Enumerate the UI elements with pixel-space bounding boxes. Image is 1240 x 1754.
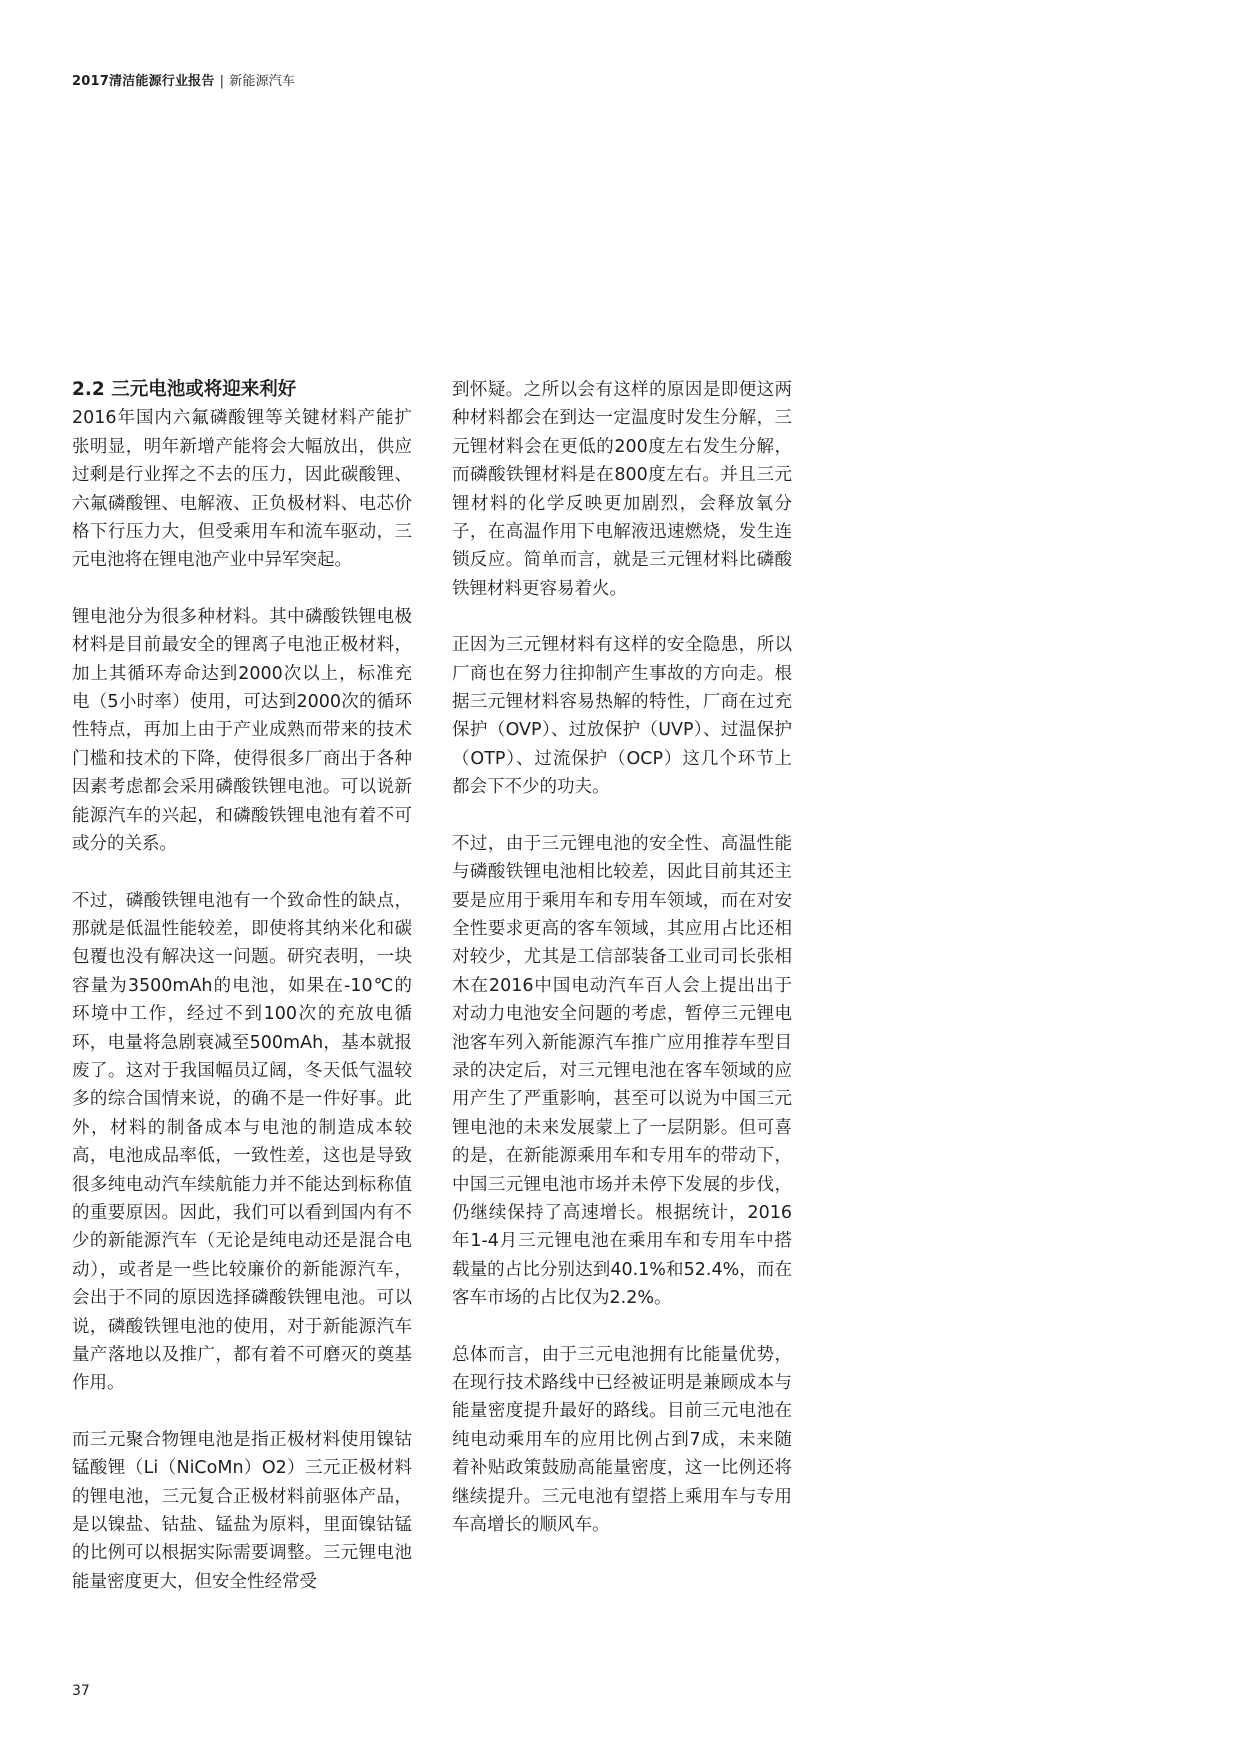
- header-separator: |: [219, 74, 225, 89]
- page-number: 37: [72, 1683, 90, 1699]
- body-paragraph: 正因为三元锂材料有这样的安全隐患，所以厂商也在努力往抑制产生事故的方向走。根据三元锂材料容易热解的特性，厂商在过充保护（OVP）、过放保护（UVP）、过温保护（OTP）、过流保护（OCP）这几个环节上都会下不少的功夫。: [452, 635, 792, 798]
- section-heading: 2.2 三元电池或将迎来利好: [72, 379, 297, 400]
- left-column: [72, 376, 412, 1596]
- body-paragraph: 不过，由于三元锂电池的安全性、高温性能与磷酸铁锂电池相比较差，因此目前其还主要是应用于乘用车和专用车领域，而在对安全性要求更高的客车领域，其应用占比还相对较少，尤其是工信部装备工业司司长张相木在2016中国电动汽车百人会上提出出于对动力电池安全问题的考虑，暂停三元锂电池客车列入新能源汽车推广应用推荐车型目录的决定后，对三元锂电池在客车领域的应用产生了严重影响，甚至可以说为中国三元锂电池的未来发展蒙上了一层阴影。但可喜的是，在新能源乘用车和专用车的带动下，中国三元锂电池市场并未停下发展的步伐，仍继续保持了高速增长。根据统计，2016年1-4月三元锂电池在乘用车和专用车中搭载量的占比分别达到40.1%和52.4%，而在客车市场的占比仅为2.2%。: [452, 833, 792, 1309]
- body-paragraph: 不过，磷酸铁锂电池有一个致命性的缺点，那就是低温性能较差，即使将其纳米化和碳包覆也没有解决这一问题。研究表明，一块容量为3500mAh的电池，如果在-10℃的环境中工作，经过不到100次的充放电循环，电量将急剧衰减至500mAh，基本就报废了。这对于我国幅员辽阔，冬天低气温较多的综合国情来说，的确不是一件好事。此外，材料的制备成本与电池的制造成本较高，电池成品率低，一致性差，这也是导致很多纯电动汽车续航能力并不能达到标称值的重要原因。因此，我们可以看到国内有不少的新能源汽车（无论是纯电动还是混合电动），或者是一些比较廉价的新能源汽车，会出于不同的原因选择磷酸铁锂电池。可以说，磷酸铁锂电池的使用，对于新能源汽车量产落地以及推广，都有着不可磨灭的奠基作用。: [72, 890, 412, 1394]
- header-section: 新能源汽车: [229, 74, 296, 89]
- running-header: [72, 70, 295, 89]
- body-paragraph: 2016年国内六氟磷酸锂等关键材料产能扩张明显，明年新增产能将会大幅放出，供应过剩是行业挥之不去的压力，因此碳酸锂、六氟磷酸锂、电解液、正负极材料、电芯价格下行压力大，但受乘用车和流车驱动，三元电池将在锂电池产业中异军突起。: [72, 408, 412, 571]
- body-paragraph: 锂电池分为很多种材料。其中磷酸铁锂电极材料是目前最安全的锂离子电池正极材料，加上其循环寿命达到2000次以上，标准充电（5小时率）使用，可达到2000次的循环性特点，再加上由于产业成熟而带来的技术门槛和技术的下降，使得很多厂商出于各种因素考虑都会采用磷酸铁锂电池。可以说新能源汽车的兴起，和磷酸铁锂电池有着不可或分的关系。: [72, 606, 412, 855]
- body-paragraph: 到怀疑。之所以会有这样的原因是即便这两种材料都会在到达一定温度时发生分解，三元锂材料会在更低的200度左右发生分解，而磷酸铁锂材料是在800度左右。并且三元锂材料的化学反映更加剧烈，会释放氧分子，在高温作用下电解液迅速燃烧，发生连锁反应。简单而言，就是三元锂材料比磷酸铁锂材料更容易着火。: [452, 380, 792, 599]
- right-column: [452, 376, 792, 1539]
- body-paragraph: 而三元聚合物锂电池是指正极材料使用镍钴锰酸锂（Li（NiCoMn）O2）三元正极材料的锂电池，三元复合正极材料前驱体产品，是以镍盐、钴盐、锰盐为原料，里面镍钴锰的比例可以根据实际需要调整。三元锂电池能量密度更大，但安全性经常受: [72, 1429, 412, 1592]
- report-title: 2017清洁能源行业报告: [72, 74, 215, 89]
- body-paragraph: 总体而言，由于三元电池拥有比能量优势，在现行技术路线中已经被证明是兼顾成本与能量密度提升最好的路线。目前三元电池在纯电动乘用车的应用比例占到7成，未来随着补贴政策鼓励高能量密度，这一比例还将继续提升。三元电池有望搭上乘用车与专用车高增长的顺风车。: [452, 1344, 792, 1536]
